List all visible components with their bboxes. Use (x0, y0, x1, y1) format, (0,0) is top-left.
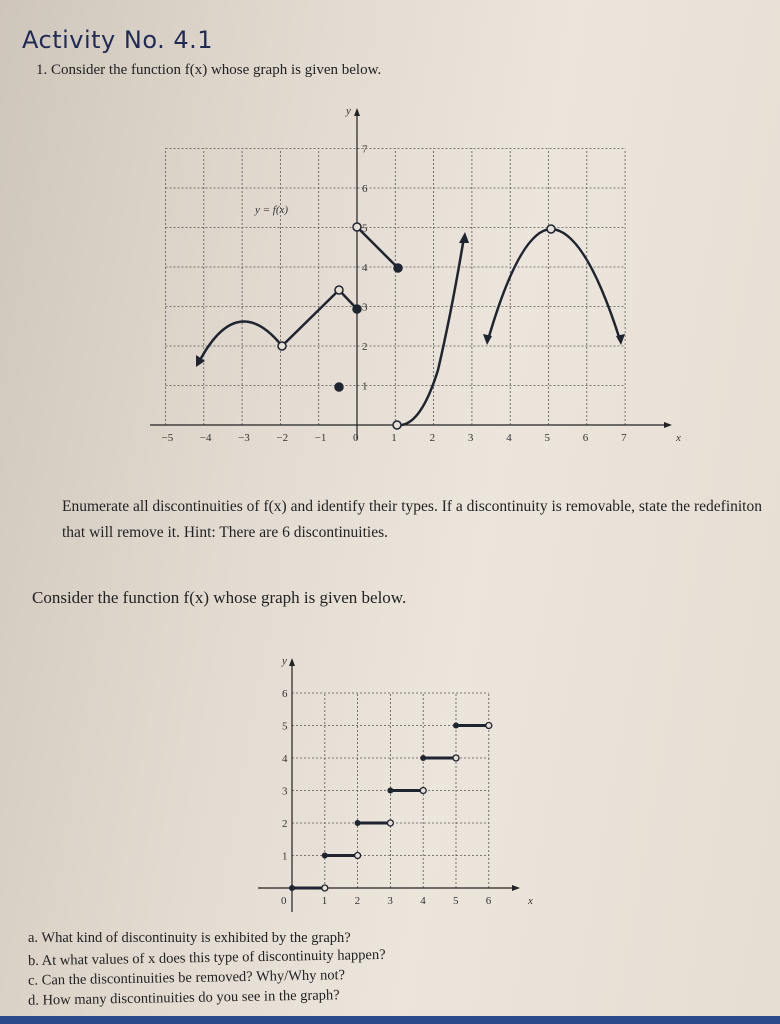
y-tick-label: 5 (362, 222, 368, 235)
y-tick-label: 7 (362, 143, 368, 156)
bottom-edge (0, 1016, 780, 1024)
y-tick-label-2: 6 (282, 688, 288, 700)
activity-title: Activity No. 4.1 (22, 26, 214, 54)
x-tick-label-2: 0 (281, 895, 287, 907)
x-tick-label: 4 (506, 432, 512, 444)
y-tick-label: 3 (362, 301, 368, 314)
question-1-prompt: 1. Consider the function f(x) whose graph is given below. (36, 62, 382, 78)
open-point (393, 421, 401, 429)
open-point (453, 755, 459, 761)
y-axis-label: y (346, 105, 351, 117)
open-point (353, 223, 361, 231)
x-tick-label-2: 3 (387, 895, 393, 907)
subquestion-c: c. Can the discontinuities be removed? Why/Why not? (27, 967, 346, 989)
closed-point (420, 755, 426, 761)
x-tick-label-2: 4 (420, 895, 426, 907)
x-tick-label: 3 (467, 432, 474, 444)
closed-point (289, 885, 295, 891)
open-point (420, 788, 426, 794)
arrowheads (196, 232, 625, 367)
x-tick-label-2: 5 (453, 895, 459, 907)
x-axis-label: x (676, 432, 681, 444)
x-tick-label: 1 (391, 432, 397, 444)
open-point (322, 885, 328, 891)
closed-point (394, 264, 402, 272)
closed-point (353, 305, 361, 313)
x-tick-label: 5 (544, 432, 550, 444)
subquestion-a: a. What kind of discontinuity is exhibited by the graph? (28, 930, 351, 946)
x-axis-label-2: x (528, 895, 533, 907)
y-tick-label-2: 3 (282, 785, 288, 798)
closed-point (387, 788, 393, 794)
open-point (547, 225, 555, 233)
y-tick-label: 2 (362, 341, 368, 353)
open-point (278, 342, 286, 350)
x-tick-label: 7 (621, 432, 627, 444)
x-tick-label-2: 1 (321, 895, 328, 907)
x-tick-label: −3 (238, 432, 250, 444)
open-point (486, 723, 492, 729)
x-tick-label: −1 (314, 432, 327, 444)
open-point (387, 820, 393, 826)
y-axis-label-2: y (282, 655, 287, 667)
closed-point (322, 853, 328, 859)
y-tick-label: 4 (362, 262, 368, 274)
closed-point (335, 383, 343, 391)
function-label: y = f(x) (255, 204, 289, 216)
closed-point (355, 820, 361, 826)
x-tick-label: 0 (353, 432, 359, 444)
closed-point (453, 723, 459, 729)
x-tick-label: −4 (199, 432, 212, 444)
y-tick-label: 1 (362, 380, 368, 393)
x-tick-label: 6 (582, 432, 589, 444)
subquestion-b: b. At what values of x does this type of discontinuity happen? (27, 946, 386, 970)
y-tick-label-2: 4 (282, 753, 288, 765)
question-2-prompt: Consider the function f(x) whose graph is given below. (32, 588, 407, 607)
subquestion-d: d. How many discontinuities do you see in the graph? (27, 987, 340, 1009)
open-point (355, 853, 361, 859)
y-tick-label-2: 2 (282, 818, 288, 830)
x-tick-label: −5 (161, 432, 174, 444)
y-tick-label-2: 5 (282, 720, 288, 733)
x-tick-label: 2 (429, 432, 436, 444)
y-tick-label-2: 1 (282, 850, 288, 863)
x-tick-label-2: 2 (354, 895, 361, 907)
y-tick-label: 6 (362, 183, 368, 195)
open-point (335, 286, 343, 294)
question-1-instructions: Enumerate all discontinuities of f(x) and identify their types. If a discontinuity is removable, state the redefiniton that will remove it. Hint: There are 6 discontinuities. (62, 498, 762, 541)
x-tick-label-2: 6 (485, 895, 492, 907)
x-tick-label: −2 (276, 432, 289, 444)
curve-f (199, 227, 620, 425)
